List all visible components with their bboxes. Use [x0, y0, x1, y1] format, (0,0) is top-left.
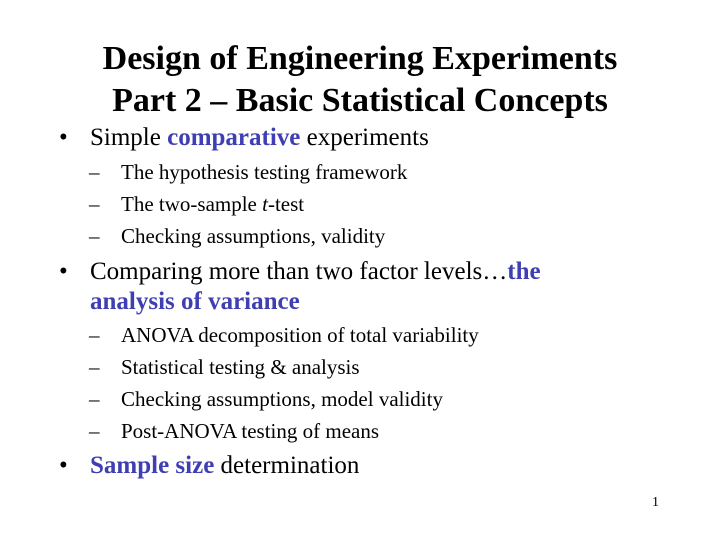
sub-bullet-marker: –: [89, 355, 100, 379]
bullet-text: [90, 257, 541, 287]
bullet-text: [90, 451, 359, 481]
bullet-marker: •: [59, 452, 68, 479]
bullet-text: [90, 287, 300, 317]
sub-bullet-text-plain: The two-sample: [121, 192, 263, 216]
sub-bullet-text: Checking assumptions, validity: [121, 224, 386, 248]
sub-bullet-marker: –: [89, 323, 100, 347]
bullet-emphasis: analysis of variance: [90, 288, 300, 315]
bullet-text-plain: experiments: [300, 124, 429, 151]
sub-bullet-italic: t: [262, 192, 268, 216]
sub-bullet-marker: –: [89, 419, 100, 443]
bullet-text: [90, 123, 429, 153]
bullet-text-plain: Simple: [90, 124, 168, 151]
sub-bullet-text: ANOVA decomposition of total variability: [121, 323, 479, 347]
bullet-emphasis: comparative: [167, 124, 301, 151]
sub-bullet-marker: –: [89, 160, 100, 184]
title-line-2: Part 2 – Basic Statistical Concepts: [112, 82, 608, 119]
sub-bullet-text: Statistical testing & analysis: [121, 355, 360, 379]
bullet-marker: •: [59, 258, 68, 285]
page-number: 1: [652, 495, 659, 510]
sub-bullet-text: The hypothesis testing framework: [121, 160, 408, 184]
sub-bullet-text: Post-ANOVA testing of means: [121, 419, 380, 443]
sub-bullet-marker: –: [89, 192, 100, 216]
bullet-marker: •: [59, 124, 68, 151]
bullet-text-plain: determination: [214, 452, 360, 479]
sub-bullet-text-plain: -test: [267, 192, 305, 216]
bullet-emphasis: the: [507, 258, 541, 285]
title-line-1: Design of Engineering Experiments: [102, 40, 618, 77]
sub-bullet-marker: –: [89, 224, 100, 248]
sub-bullet-marker: –: [89, 387, 100, 411]
sub-bullet-text: [121, 191, 304, 217]
sub-bullet-text: Checking assumptions, model validity: [121, 387, 443, 411]
bullet-emphasis: Sample size: [90, 452, 215, 479]
bullet-text-plain: Comparing more than two factor levels…: [90, 258, 508, 285]
